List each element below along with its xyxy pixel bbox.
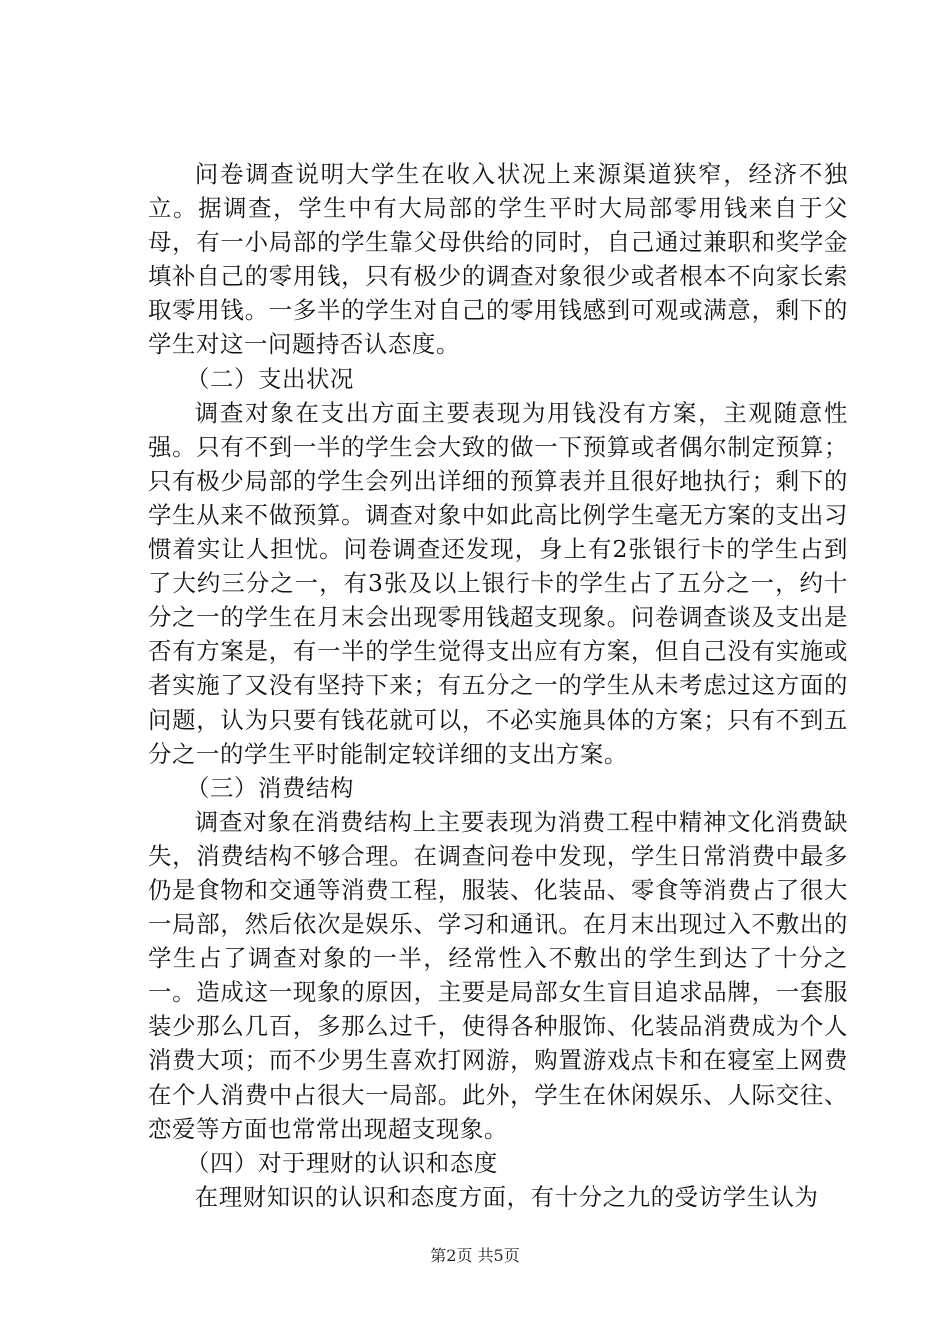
section-heading-expenditure: （二）支出状况: [186, 364, 354, 393]
section-heading-financial-attitude: （四）对于理财的认识和态度: [186, 1148, 498, 1177]
paragraph-financial-attitude: 在理财知识的认识和态度方面，有十分之九的受访学生认为: [194, 1182, 819, 1211]
paragraph-consumption-structure: 调查对象在消费结构上主要表现为消费工程中精神文化消费缺失，消费结构不够合理。在调查问卷中发现，学生日常消费中最多仍是食物和交通等消费工程，服装、化装品、零食等消费占了很大一局部，然后依次是娱乐、学习和通讯。在月末出现过入不敷出的学生占了调查对象的一半，经常性入不敷出的学生到达了十分之一。造成这一现象的原因，主要是局部女生盲目追求品牌，一套服装少那么几百，多那么过千，使得各种服饰、化装品消费成为个人消费大项；而不少男生喜欢打网游，购置游戏点卡和在寝室上网费在个人消费中占很大一局部。此外，学生在休闲娱乐、人际交往、恋爱等方面也常常出现超支现象。: [148, 807, 848, 1143]
section-heading-consumption-structure: （三）消费结构: [186, 773, 354, 802]
paragraph-income: 问卷调查说明大学生在收入状况上来源渠道狭窄，经济不独立。据调查，学生中有大局部的学生平时大局部零用钱来自于父母，有一小局部的学生靠父母供给的同时，自己通过兼职和奖学金填补自己的零用钱，只有极少的调查对象很少或者根本不向家长索取零用钱。一多半的学生对自己的零用钱感到可观或满意，剩下的学生对这一问题持否认态度。: [148, 160, 848, 359]
page-number-footer: 第2页 共5页: [430, 1246, 520, 1265]
document-body: [148, 157, 848, 1214]
paragraph-expenditure: 调查对象在支出方面主要表现为用钱没有方案，主观随意性强。只有不到一半的学生会大致的做一下预算或者偶尔制定预算；只有极少局部的学生会列出详细的预算表并且很好地执行；剩下的学生从来不做预算。调查对象中如此高比例学生毫无方案的支出习惯着实让人担忧。问卷调查还发现，身上有2张银行卡的学生占到了大约三分之一，有3张及以上银行卡的学生占了五分之一，约十分之一的学生在月末会出现零用钱超支现象。问卷调查谈及支出是否有方案是，有一半的学生觉得支出应有方案，但自己没有实施或者实施了又没有坚持下来；有五分之一的学生从未考虑过这方面的问题，认为只要有钱花就可以，不必实施具体的方案；只有不到五分之一的学生平时能制定较详细的支出方案。: [148, 398, 848, 768]
